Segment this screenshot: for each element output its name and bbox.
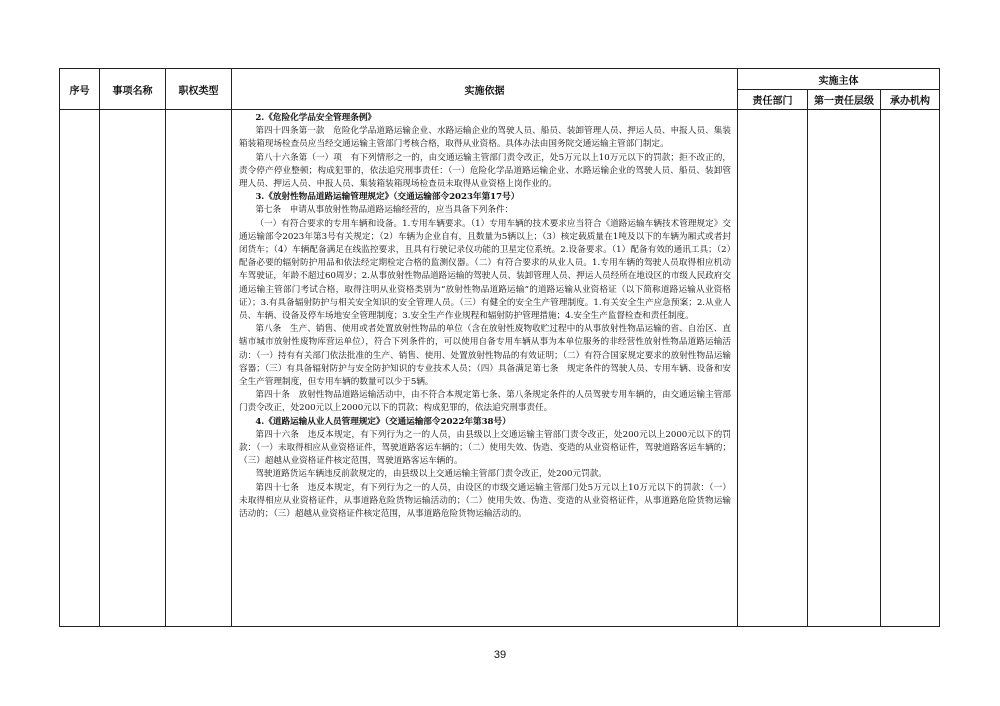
article-paragraph: 第四十条 放射性物品道路运输活动中，由不符合本规定第七条、第八条规定条件的人员驾驶专用车辆的，由交通运输主管部门责令改正，处200元以上2000元以下的罚款；构成犯罪的，依法追究刑事责任。 <box>239 390 731 414</box>
header-seq: 序号 <box>60 69 100 110</box>
cell-basis <box>232 110 738 627</box>
article-paragraph: 第四十七条 违反本规定，有下列行为之一的人员，由设区的市级交通运输主管部门处5万元以上10万元以下的罚款：（一）未取得相应从业资格证件，从事道路危险货物运输活动的；（二）使用失效、伪造、变造的从业资格证件，从事道路危险货物运输活动的；（三）超越从业资格证件核定范围，从事道路危险货物运输活动的。 <box>239 482 731 520</box>
header-power-type: 职权类型 <box>166 69 232 110</box>
enforcement-table <box>59 68 940 627</box>
cell-seq <box>60 110 100 627</box>
header-first-level: 第一责任层级 <box>808 90 881 110</box>
header-handling-agency: 承办机构 <box>881 90 940 110</box>
regulation-title: 4.《道路运输从业人员管理规定》（交通运输部令2022年第38号） <box>255 416 511 427</box>
header-basis: 实施依据 <box>232 69 738 110</box>
basis-text <box>239 112 731 521</box>
cell-first-level <box>808 110 881 627</box>
cell-handling-agency <box>881 110 940 627</box>
page-number: 39 <box>493 649 507 661</box>
header-subject: 实施主体 <box>738 69 940 90</box>
article-paragraph: 第八条 生产、销售、使用或者处置放射性物品的单位（含在放射性废物收贮过程中的从事放射性物品运输的省、自治区、直辖市城市放射性废物库营运单位），符合下列条件的，可以使用自备专用车辆从事为本单位服务的非经营性放射性物品道路运输活动：（一）持有有关部门依法批准的生产、销售、使用、处置放射性物品的有效证明；（二）有符合国家规定要求的放射性物品运输容器；（三）有具备辐射防护与安全防护知识的专业技术人员；（四）具备满足第七条 规定条件的驾驶人员、专用车辆、设备和安全生产管理制度，但专用车辆的数量可以少于5辆。 <box>239 324 731 388</box>
cell-responsible-dept <box>738 110 808 627</box>
article-paragraph: （一）有符合要求的专用车辆和设备。1.专用车辆要求。（1）专用车辆的技术要求应当符合《道路运输车辆技术管理规定》交通运输部令2023年第3号有关规定；（2）车辆为企业自有，且数量为5辆以上；（3）核定载质量在1吨及以下的车辆为厢式或者封闭货车；（4）车辆配备满足在线监控要求，且具有行驶记录仪功能的卫星定位系统。2.设备要求。（1）配备有效的通讯工具；（2）配备必要的辐射防护用品和依法经定期检定合格的监测仪器。（二）有符合要求的从业人员。1.专用车辆的驾驶人员取得相应机动车驾驶证，年龄不超过60周岁；2.从事放射性物品道路运输的驾驶人员、装卸管理人员、押运人员经所在地设区的市级人民政府交通运输主管部门考试合格，取得注明从业资格类别为“放射性物品道路运输”的道路运输从业资格证（以下简称道路运输从业资格证）；3.有具备辐射防护与相关安全知识的安全管理人员。（三）有健全的安全生产管理制度。1.有关安全生产应急预案；2.从业人员、车辆、设备及停车场地安全管理制度；3.安全生产作业规程和辐射防护管理措施；4.安全生产监督检查和责任制度。 <box>239 218 731 322</box>
header-item-name: 事项名称 <box>100 69 166 110</box>
article-paragraph: 第七条 申请从事放射性物品道路运输经营的，应当具备下列条件： <box>255 205 514 216</box>
article-paragraph: 第四十四条第一款 危险化学品道路运输企业、水路运输企业的驾驶人员、船员、装卸管理人员、押运人员、申报人员、集装箱装箱现场检查员应当经交通运输主管部门考核合格，取得从业资格。具体办法由国务院交通运输主管部门制定。 <box>239 126 731 150</box>
article-paragraph: 驾驶道路货运车辆违反前款规定的，由县级以上交通运输主管部门责令改正，处200元罚款。 <box>255 469 607 480</box>
regulation-title: 3.《放射性物品道路运输管理规定》（交通运输部令2023年第17号） <box>255 192 520 203</box>
regulation-title: 2.《危险化学品安全管理条例》 <box>255 113 377 123</box>
article-paragraph: 第四十六条 违反本规定，有下列行为之一的人员，由县级以上交通运输主管部门责令改正，处200元以上2000元以下的罚款：（一）未取得相应从业资格证件，驾驶道路客运车辆的；（二）使用失效、伪造、变造的从业资格证件，驾驶道路客运车辆的；（三）超越从业资格证件核定范围，驾驶道路客运车辆的。 <box>239 429 731 467</box>
cell-power-type <box>166 110 232 627</box>
article-paragraph: 第八十六条第（一）项 有下列情形之一的，由交通运输主管部门责令改正，处5万元以上10万元以下的罚款；拒不改正的，责令停产停业整顿；构成犯罪的，依法追究刑事责任：（一）危险化学品道路运输企业、水路运输企业的驾驶人员、船员、装卸管理人员、押运人员、申报人员、集装箱装箱现场检查员未取得从业资格上岗作业的。 <box>239 152 731 190</box>
header-responsible-dept: 责任部门 <box>738 90 808 110</box>
cell-item-name <box>100 110 166 627</box>
table-row <box>60 110 940 627</box>
